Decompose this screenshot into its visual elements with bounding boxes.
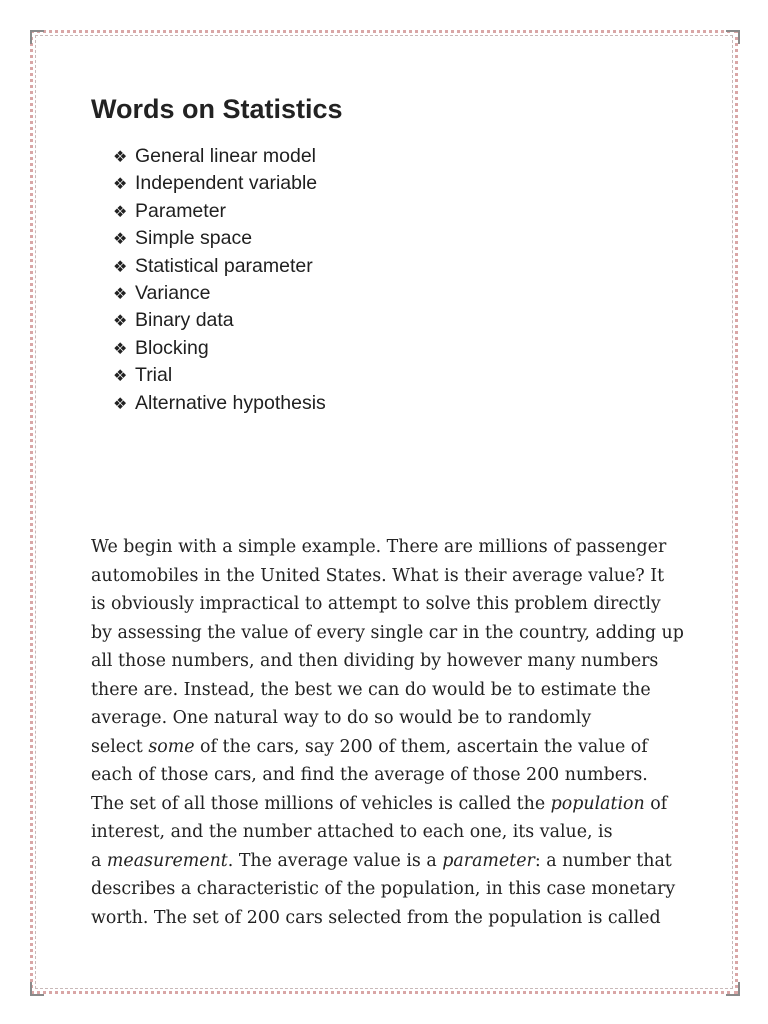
- list-item-label: Blocking: [135, 336, 209, 359]
- list-item-label: Statistical parameter: [135, 254, 313, 277]
- four-diamond-bullet-icon: ❖: [113, 366, 128, 386]
- paragraph-line: average. One natural way to do so would be to randomly: [91, 708, 592, 728]
- paragraph-line: describes a characteristic of the population, in this case monetary: [91, 879, 676, 899]
- paragraph-line: [91, 733, 691, 762]
- list-item-label: Simple space: [135, 227, 253, 250]
- list-item-label: Alternative hypothesis: [135, 391, 326, 414]
- paragraph-line: is obviously impractical to attempt to solve this problem directly: [91, 594, 661, 614]
- terms-list: [113, 143, 326, 417]
- paragraph-line: by assessing the value of every single car in the country, adding up: [91, 622, 684, 643]
- four-diamond-bullet-icon: ❖: [113, 338, 128, 358]
- list-item: [113, 253, 326, 280]
- list-item-label: Binary data: [135, 309, 234, 332]
- emphasis-measurement: measurement: [106, 850, 228, 871]
- emphasis-parameter: parameter: [442, 850, 535, 871]
- border-corner-ornament: [726, 30, 740, 44]
- four-diamond-bullet-icon: ❖: [113, 201, 128, 221]
- paragraph-line: there are. Instead, the best we can do would be to estimate the: [91, 679, 651, 700]
- paragraph-line: [91, 790, 691, 819]
- text-run: a: [91, 850, 107, 871]
- four-diamond-bullet-icon: ❖: [113, 174, 128, 194]
- four-diamond-bullet-icon: ❖: [113, 147, 128, 166]
- four-diamond-bullet-icon: ❖: [113, 393, 128, 413]
- paragraph-line: automobiles in the United States. What is their average value? It: [91, 565, 665, 586]
- list-item: [113, 143, 326, 170]
- four-diamond-bullet-icon: ❖: [113, 256, 128, 276]
- list-item: [113, 362, 326, 389]
- list-item-label: Variance: [135, 282, 211, 305]
- paragraph-line: We begin with a simple example. There are millions of passenger: [91, 537, 667, 557]
- text-run: : a number that: [534, 850, 672, 871]
- list-item: [113, 335, 326, 362]
- list-item: [113, 198, 326, 225]
- paragraph-line: [91, 847, 691, 876]
- text-run: . The average value is a: [227, 850, 443, 871]
- border-corner-ornament: [726, 982, 740, 996]
- border-corner-ornament: [30, 982, 44, 996]
- list-item-label: Independent variable: [135, 172, 318, 195]
- emphasis-population: population: [550, 793, 645, 814]
- four-diamond-bullet-icon: ❖: [113, 284, 128, 304]
- text-run: of: [644, 793, 668, 814]
- paragraph-line: interest, and the number attached to each one, its value, is: [91, 822, 613, 842]
- body-paragraph: [91, 533, 691, 932]
- list-item: [113, 307, 326, 334]
- paragraph-line: each of those cars, and find the average of those 200 numbers.: [91, 765, 648, 785]
- list-item-label: Parameter: [135, 199, 227, 222]
- list-item-label: General linear model: [135, 145, 317, 167]
- paragraph-line: all those numbers, and then dividing by however many numbers: [91, 651, 659, 671]
- page-title: Words on Statistics: [91, 94, 343, 124]
- list-item: [113, 170, 326, 197]
- text-run: select: [91, 736, 149, 757]
- border-corner-ornament: [30, 30, 44, 44]
- text-run: of the cars, say 200 of them, ascertain the value of: [194, 736, 648, 757]
- list-item: [113, 390, 326, 417]
- text-run: The set of all those millions of vehicles is called the: [91, 793, 551, 814]
- four-diamond-bullet-icon: ❖: [113, 311, 128, 331]
- paragraph-line: worth. The set of 200 cars selected from the population is called: [91, 907, 661, 928]
- emphasis-some: some: [148, 736, 195, 757]
- list-item: [113, 280, 326, 307]
- list-item: [113, 225, 326, 252]
- four-diamond-bullet-icon: ❖: [113, 229, 128, 249]
- list-item-label: Trial: [135, 364, 173, 387]
